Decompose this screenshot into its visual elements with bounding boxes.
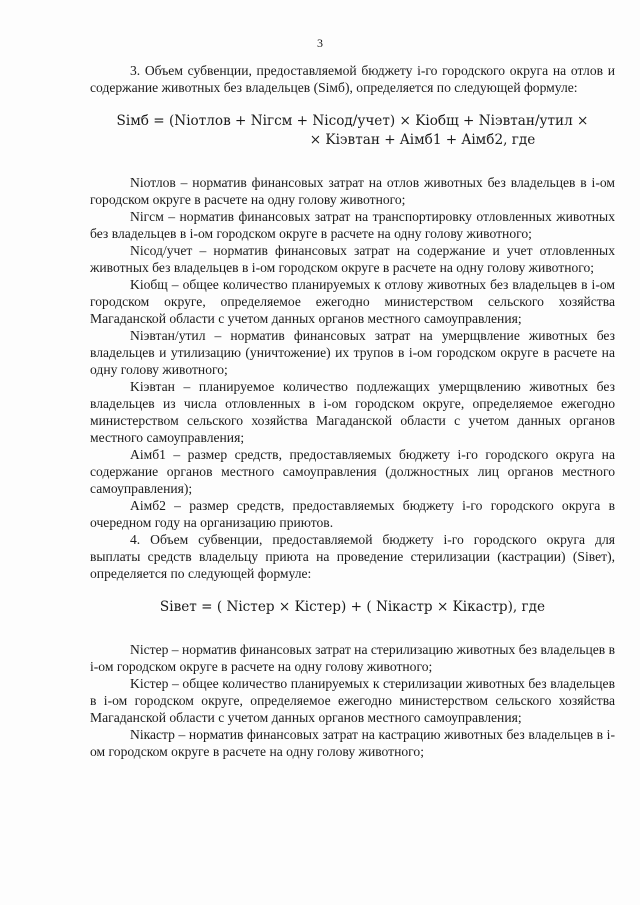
paragraph-4: 4. Объем субвенции, предоставляемой бюджету i-го городского округа для выплаты средств владельцу приюта на проведение стерилизации (кастрации) (Siвет), определяется по следующей формуле: bbox=[90, 532, 615, 581]
definition-aimb2: Aiмб2 – размер средств, предоставляемых бюджету i-го городского округа в очередном году на организацию приютов. bbox=[90, 498, 615, 530]
document-body bbox=[90, 62, 615, 760]
definition-kiobsch: Kiобщ – общее количество планируемых к отлову животных без владельцев в i-ом городском округе, определяемое ежегодно министерством сельского хозяйства Магаданской области с учетом данных органов местного самоуправления; bbox=[90, 277, 615, 326]
definition-nigsm: Niгсм – норматив финансовых затрат на транспортировку отловленных животных без владельцев в i-ом городском округе в расчете на одну голову животного; bbox=[90, 209, 615, 241]
formula-line-1: Siмб = (Niотлов + Niгсм + Niсод/учет) × Kiобщ + Niэвтан/утил × bbox=[116, 113, 589, 129]
definition-aimb1: Aiмб1 – размер средств, предоставляемых бюджету i-го городского округа на содержание органов местного самоуправления (должностных лиц органов местного самоуправления); bbox=[90, 447, 615, 496]
paragraph-3: 3. Объем субвенции, предоставляемой бюджету i-го городского округа на отлов и содержание животных без владельцев (Siмб), определяется по следующей формуле: bbox=[90, 63, 615, 95]
page-number: 3 bbox=[317, 36, 323, 50]
definition-kister: Kiстер – общее количество планируемых к стерилизации животных без владельцев в i-ом городском округе, определяемое ежегодно министерством сельского хозяйства Магаданской области с учетом данных органов местного самоуправления; bbox=[90, 676, 615, 725]
formula-vet-line: Siвет = ( Niстер × Kiстер) + ( Niкастр × Kiкастр), где bbox=[159, 599, 546, 615]
formula-line-2: × Kiэвтан + Aiмб1 + Aiмб2, где bbox=[309, 132, 536, 148]
definition-niotlov: Niотлов – норматив финансовых затрат на отлов животных без владельцев в i-ом городском округе в расчете на одну голову животного; bbox=[90, 175, 615, 207]
formula-subvention-animals bbox=[90, 112, 615, 150]
definition-nikastr: Niкастр – норматив финансовых затрат на кастрацию животных без владельцев в i-ом городском округе в расчете на одну голову животного; bbox=[90, 727, 615, 759]
definition-kievtan: Kiэвтан – планируемое количество подлежащих умерщвлению животных без владельцев из числа отловленных в i-ом городском округе, определяемое ежегодно министерством сельского хозяйства Магаданской области с учетом данных органов местного самоуправления; bbox=[90, 379, 615, 445]
definition-nister: Niстер – норматив финансовых затрат на стерилизацию животных без владельцев в i-ом городском округе в расчете на одну голову животного; bbox=[90, 642, 615, 674]
definition-nisod: Niсод/учет – норматив финансовых затрат на содержание и учет отловленных животных без владельцев в i-ом городском округе в расчете на одну голову животного; bbox=[90, 243, 615, 275]
formula-subvention-vet bbox=[90, 598, 615, 617]
definition-nievtan: Niэвтан/утил – норматив финансовых затрат на умерщвление животных без владельцев и утилизацию (уничтожение) их трупов в i-ом городском округе в расчете на одну голову животного; bbox=[90, 328, 615, 377]
